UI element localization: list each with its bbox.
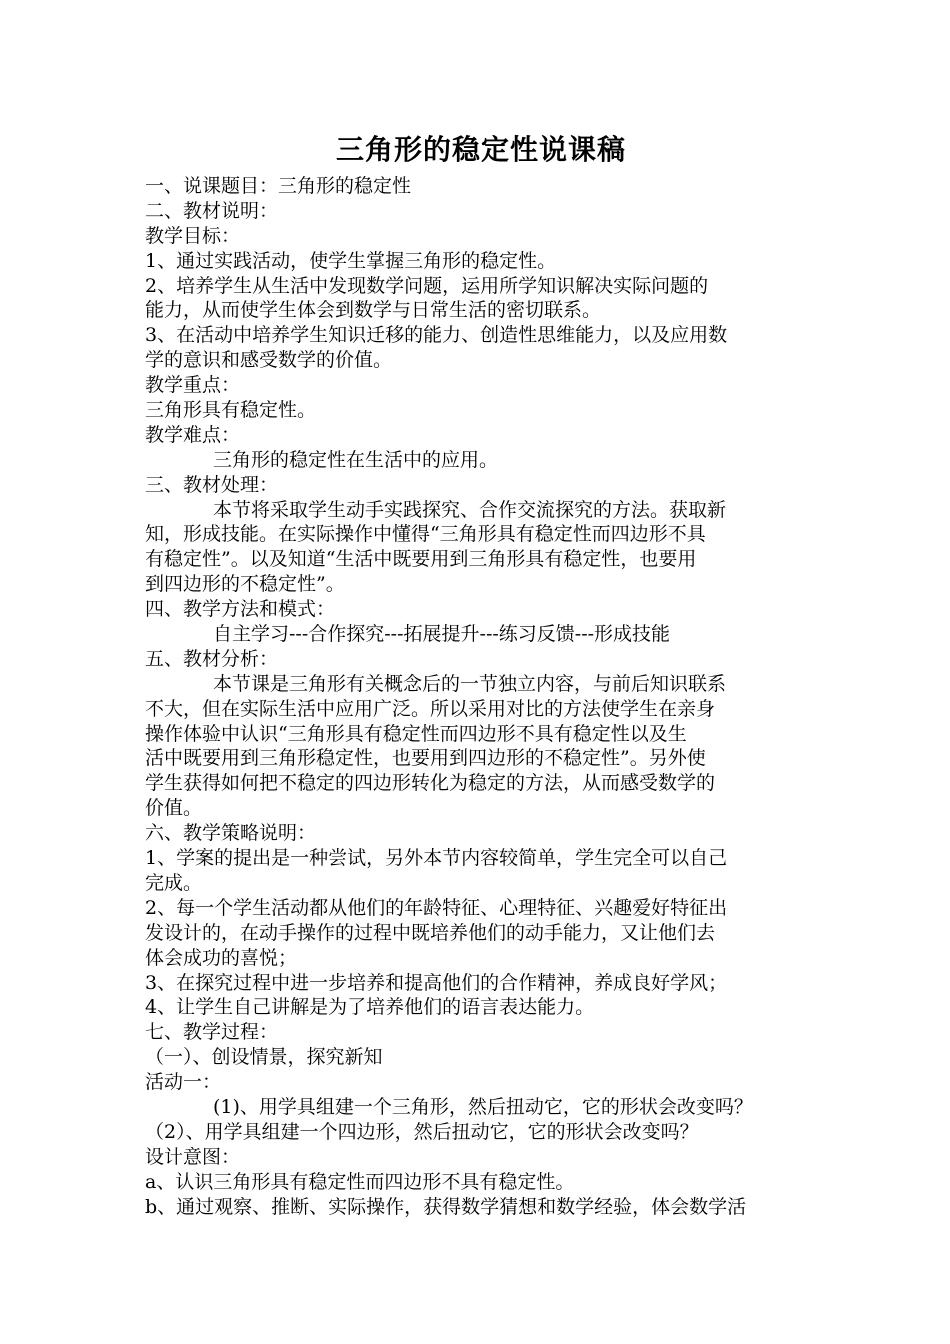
text-line: 体会成功的喜悦； (145, 946, 298, 969)
text-line: 3、在活动中培养学生知识迁移的能力、创造性思维能力，以及应用数 (145, 324, 728, 347)
text-line: 活中既要用到三角形稳定性，也要用到四边形的不稳定性”。另外使 (145, 747, 706, 770)
text-line: 设计意图： (145, 1145, 241, 1168)
text-line: 不大，但在实际生活中应用广泛。所以采用对比的方法使学生在亲身 (145, 697, 716, 720)
document-page (145, 128, 817, 1219)
text-line: 三、教材处理： (145, 473, 279, 496)
text-line: 学的意识和感受数学的价值。 (145, 349, 393, 372)
text-line: 2、每一个学生活动都从他们的年龄特征、心理特征、兴趣爱好特征出 (145, 896, 728, 919)
text-line: 知，形成技能。在实际操作中懂得“三角形具有稳定性而四边形不具 (145, 523, 706, 546)
text-line: 活动一： (145, 1071, 222, 1094)
text-line: （2）、用学具组建一个四边形，然后扭动它，它的形状会改变吗？ (145, 1120, 699, 1143)
text-line: 教学难点： (145, 423, 241, 446)
text-line: 教学目标： (145, 224, 241, 247)
text-line: 到四边形的不稳定性”。 (145, 573, 345, 596)
text-line: a、认识三角形具有稳定性而四边形不具有稳定性。 (145, 1170, 575, 1193)
text-line: 操作体验中认识“三角形具有稳定性而四边形不具有稳定性以及生 (145, 722, 687, 745)
text-line: 一、说课题目：三角形的稳定性 (145, 175, 412, 197)
text-line: 五、教材分析： (145, 647, 279, 670)
text-line: 完成。 (145, 871, 203, 894)
text-line: 价值。 (145, 797, 203, 820)
text-line: 三角形的稳定性在生活中的应用。 (213, 448, 499, 471)
text-line: (1)、用学具组建一个三角形，然后扭动它，它的形状会改变吗？ (213, 1095, 753, 1118)
text-line: 学生获得如何把不稳定的四边形转化为稳定的方法，从而感受数学的 (145, 772, 716, 795)
text-line: 4、让学生自己讲解是为了培养他们的语言表达能力。 (145, 996, 595, 1019)
text-line: 2、培养学生从生活中发现数学问题，运用所学知识解决实际问题的 (145, 274, 709, 297)
text-line: 发设计的，在动手操作的过程中既培养他们的动手能力，又让他们去 (145, 921, 716, 944)
text-line: 四、教学方法和模式： (145, 598, 336, 621)
text-line: b、通过观察、推断、实际操作，获得数学猜想和数学经验，体会数学活 (145, 1195, 747, 1218)
text-line: 3、在探究过程中进一步培养和提高他们的合作精神，养成良好学风； (145, 971, 728, 994)
document-body (145, 174, 817, 1219)
text-line: 有稳定性”。以及知道“生活中既要用到三角形具有稳定性，也要用 (145, 548, 697, 571)
text-line: 本节将采取学生动手实践探究、合作交流探究的方法。获取新 (213, 498, 727, 521)
text-line: 1、学案的提出是一种尝试，另外本节内容较简单，学生完全可以自己 (145, 847, 728, 870)
text-line: （一）、创设情景，探究新知 (145, 1046, 383, 1069)
text-line: 1、通过实践活动，使学生掌握三角形的稳定性。 (145, 249, 557, 272)
text-line: 六、教学策略说明： (145, 822, 317, 845)
text-line: 本节课是三角形有关概念后的一节独立内容，与前后知识联系 (213, 672, 727, 695)
text-line: 七、教学过程： (145, 1021, 279, 1044)
text-line: 二、教材说明： (145, 199, 279, 222)
text-line: 能力，从而使学生体会到数学与日常生活的密切联系。 (145, 299, 602, 322)
document-title: 三角形的稳定性说课稿 (335, 133, 626, 166)
text-line: 教学重点： (145, 374, 241, 397)
text-line: 自主学习---合作探究---拓展提升---练习反馈---形成技能 (213, 623, 671, 646)
text-line: 三角形具有稳定性。 (145, 399, 317, 422)
